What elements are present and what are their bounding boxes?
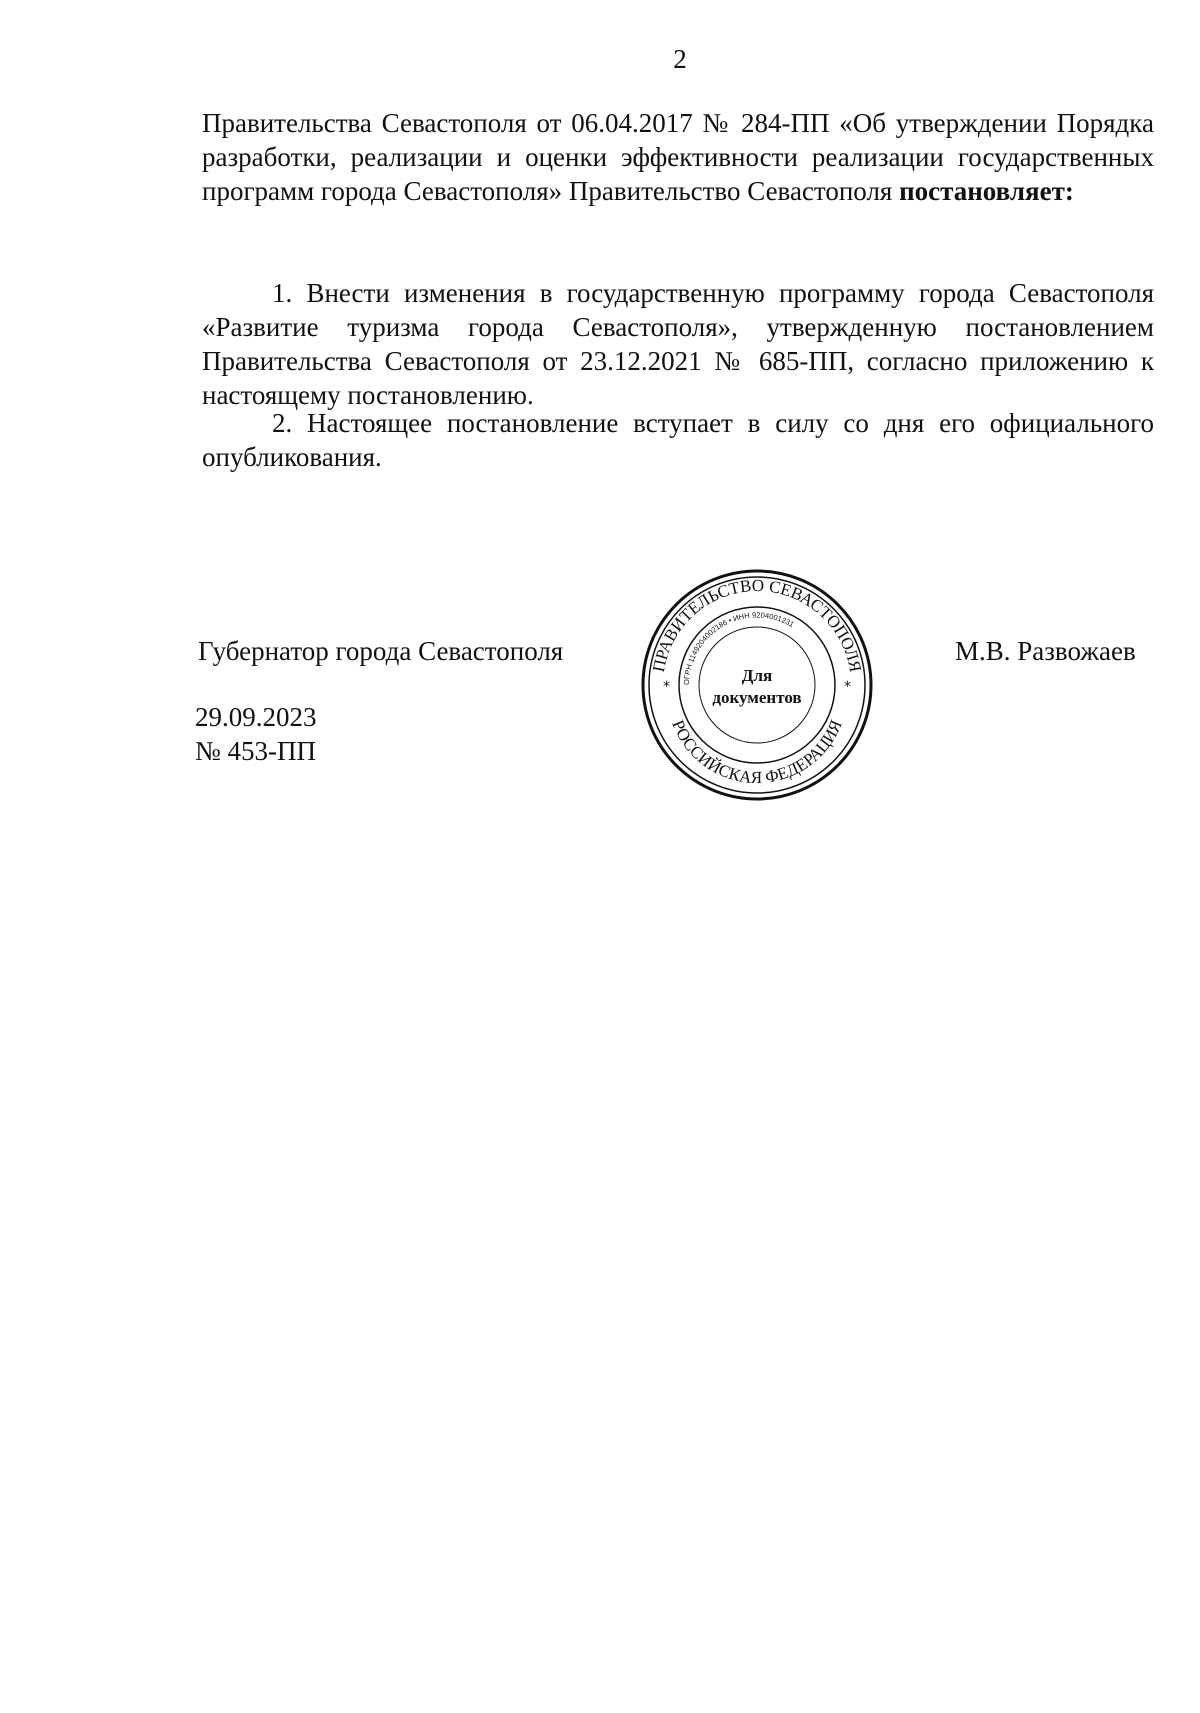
seal-outer-top-text: ПРАВИТЕЛЬСТВО СЕВАСТОПОЛЯ <box>648 575 866 674</box>
seal-center-line2: документов <box>712 688 802 707</box>
svg-text:*: * <box>663 679 670 695</box>
seal-center-line1: Для <box>741 666 773 685</box>
intro-bold-verb: постановляет: <box>899 176 1074 206</box>
intro-text: Правительства Севастополя от 06.04.2017 № 284-ПП «Об утверждении Порядка разработки, реализации и оценки эффективности реализации государственных программ города Севастополя» Правительство Севастополя <box>202 108 1154 206</box>
official-seal <box>637 565 877 805</box>
paragraph-1: 1. Внести изменения в государственную программу города Севастополя «Развитие туризма города Севастополя», утвержденную постановлением Правительства Севастополя от 23.12.2021 № 685-ПП, согласно приложению к настоящему постановлению. <box>202 278 1154 410</box>
page-number: 2 <box>673 44 687 74</box>
seal-inner-ring-text: ОГРН 1149204002186 • ИНН 9204001231 <box>681 610 796 686</box>
signatory-name: М.В. Развожаев <box>955 636 1136 666</box>
intro-paragraph <box>202 106 1154 208</box>
document-number: № 453-ПП <box>195 736 316 766</box>
svg-text:*: * <box>844 679 851 695</box>
document-date: 29.09.2023 <box>195 702 317 732</box>
signatory-title: Губернатор города Севастополя <box>198 636 564 666</box>
paragraph-2: 2. Настоящее постановление вступает в силу со дня его официального опубликования. <box>202 408 1154 472</box>
seal-outer-bottom-text: РОССИЙСКАЯ ФЕДЕРАЦИЯ <box>668 717 846 788</box>
